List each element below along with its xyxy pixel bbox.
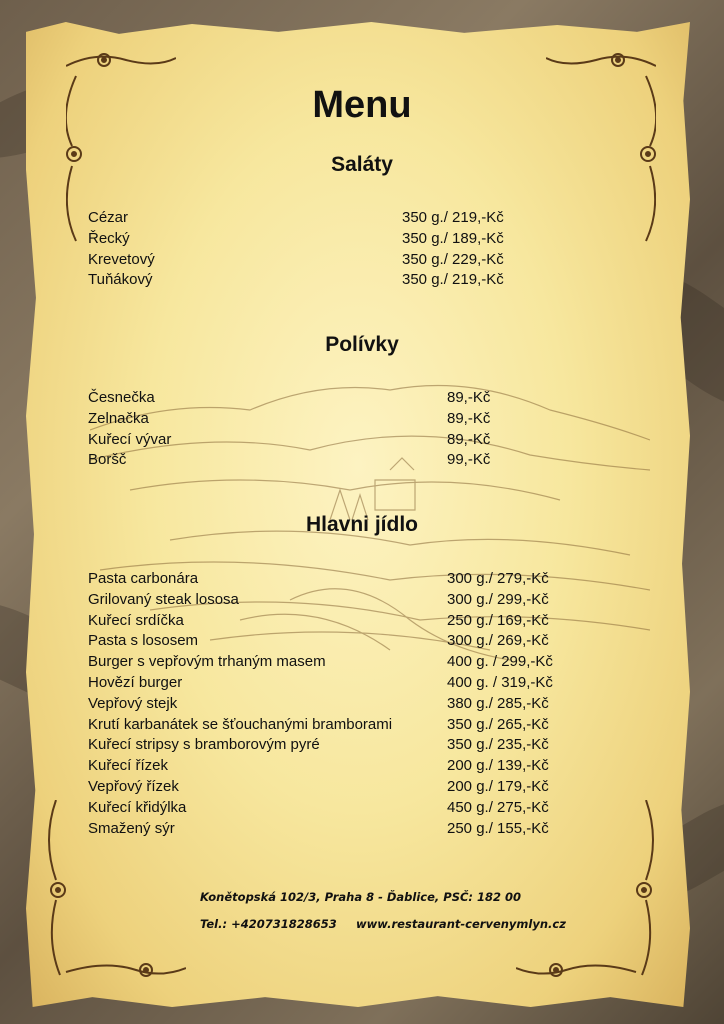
item-price: 350 g./ 219,-Kč — [402, 209, 504, 226]
item-name: Kuřecí vývar — [88, 430, 172, 448]
item-name: Pasta s lososem — [88, 632, 199, 650]
ornament-top-right — [546, 46, 656, 246]
item-name: Kuřecí stripsy s bramborovým pyré — [88, 736, 320, 754]
item-name: Vepřový stejk — [88, 694, 178, 712]
footer-address: Konětopská 102/3, Praha 8 - Ďablice, PSČ: 182 00 — [200, 890, 522, 904]
item-price: 450 g./ 275,-Kč — [447, 798, 549, 816]
menu-title: Menu — [312, 84, 412, 126]
item-name: Vepřový řízek — [88, 777, 179, 795]
item-price: 350 g./ 219,-Kč — [402, 271, 504, 289]
item-price: 89,-Kč — [447, 430, 491, 448]
item-price: 300 g./ 279,-Kč — [447, 570, 549, 587]
item-price: 400 g. / 319,-Kč — [447, 673, 553, 691]
item-name: Burger s vepřovým trhaným masem — [88, 653, 326, 671]
item-price: 350 g./ 235,-Kč — [447, 736, 549, 754]
item-name: Krevetový — [88, 250, 155, 268]
item-name: Hovězí burger — [88, 673, 183, 691]
item-price: 400 g. / 299,-Kč — [447, 653, 553, 671]
item-price: 380 g./ 285,-Kč — [447, 694, 549, 712]
section-heading-salads: Saláty — [331, 153, 393, 176]
item-price: 300 g./ 299,-Kč — [447, 590, 549, 608]
item-price: 200 g./ 179,-Kč — [447, 777, 549, 795]
item-price: 350 g./ 265,-Kč — [447, 715, 549, 733]
item-price: 250 g./ 169,-Kč — [447, 611, 549, 629]
item-name: Cézar — [88, 209, 129, 226]
item-name: Tuňákový — [88, 271, 153, 289]
item-name: Kuřecí řízek — [88, 757, 169, 775]
item-price: 89,-Kč — [447, 389, 491, 406]
item-name: Krutí karbanátek se šťouchanými bramborami — [88, 715, 393, 733]
item-name: Pasta carbonára — [88, 570, 199, 587]
section-heading-mains: Hlavni jídlo — [305, 513, 418, 536]
item-price: 250 g./ 155,-Kč — [447, 819, 549, 837]
item-price: 89,-Kč — [447, 409, 491, 427]
section-heading-soups: Polívky — [325, 333, 399, 356]
item-name: Boršč — [88, 451, 127, 469]
footer-website: www.restaurant-cervenymlyn.cz — [356, 917, 566, 931]
item-name: Řecký — [88, 229, 130, 247]
item-name: Smažený sýr — [88, 819, 175, 837]
item-name: Kuřecí křidýlka — [88, 798, 187, 816]
item-price: 350 g./ 189,-Kč — [402, 229, 504, 247]
item-name: Zelnačka — [88, 409, 149, 427]
item-name: Česnečka — [88, 389, 155, 406]
item-price: 300 g./ 269,-Kč — [447, 632, 549, 650]
item-price: 350 g./ 229,-Kč — [402, 250, 504, 268]
item-price: 99,-Kč — [447, 451, 491, 469]
item-name: Grilovaný steak lososa — [88, 590, 239, 608]
item-price: 200 g./ 139,-Kč — [447, 757, 549, 775]
footer-phone: Tel.: +420731828653 — [200, 917, 337, 931]
item-name: Kuřecí srdíčka — [88, 611, 184, 629]
